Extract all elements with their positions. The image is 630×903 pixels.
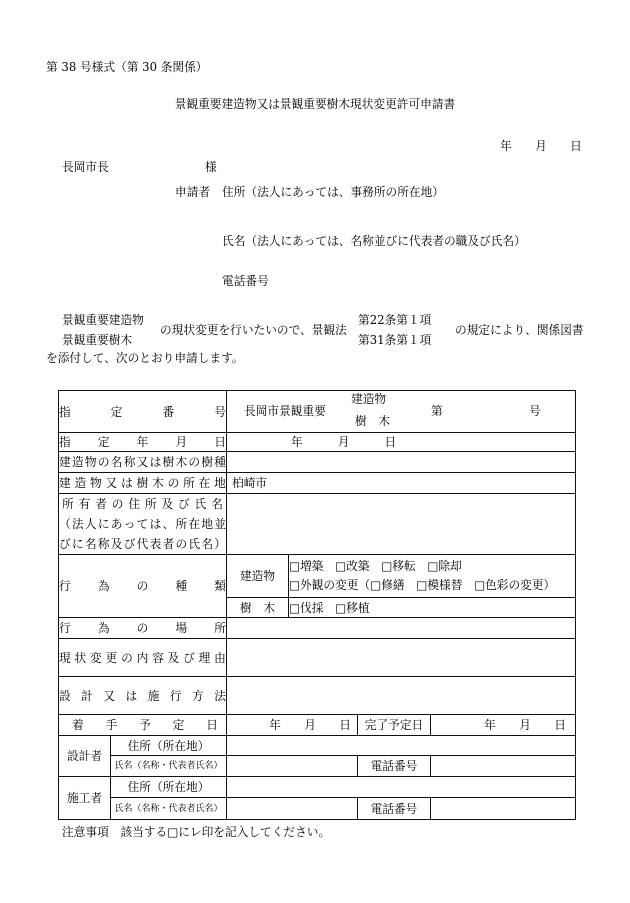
label-glyph: 並 <box>214 517 226 531</box>
label-glyph: 造 <box>74 476 87 490</box>
action-type-tree-options <box>289 598 576 618</box>
label-glyph: の <box>167 476 180 490</box>
row-designer-name <box>59 756 576 777</box>
label-glyph: の <box>136 621 149 635</box>
contractor-address-value <box>227 777 576 798</box>
label-glyph: の <box>111 497 124 511</box>
location-label <box>59 473 226 493</box>
label-glyph: 類 <box>214 579 226 593</box>
row-designation-number <box>59 391 576 433</box>
action-type-tree-label: 樹 木 <box>227 598 289 618</box>
label-glyph: 行 <box>169 688 182 703</box>
label-glyph: 氏 <box>194 497 207 511</box>
label-glyph: 所 <box>62 497 74 511</box>
label-glyph: び <box>178 497 190 511</box>
row-action-place <box>59 618 576 639</box>
label-glyph: 容 <box>152 650 164 665</box>
label-glyph: 樹 <box>162 455 175 469</box>
label-glyph: 所 <box>183 476 195 490</box>
label-glyph: 称 <box>97 537 110 551</box>
label-glyph: 樹 <box>201 455 214 469</box>
designation-prefix: 長岡市景観重要 <box>244 404 326 418</box>
label-glyph: 計 <box>81 688 93 703</box>
label-glyph: 称 <box>123 455 136 469</box>
label-glyph: 建 <box>59 455 71 469</box>
label-glyph: は <box>149 455 162 469</box>
action-place-label <box>59 618 226 638</box>
label-glyph: 種 <box>175 579 188 593</box>
label-glyph: 施 <box>147 688 160 703</box>
label-glyph: 号 <box>214 404 226 419</box>
label-glyph: 者 <box>162 537 175 551</box>
label-glyph: 代 <box>136 537 149 551</box>
contractor-address-label: 住所（所在地） <box>111 777 227 798</box>
content-reason-value <box>227 639 576 677</box>
label-glyph: の <box>175 537 188 551</box>
label-glyph: 行 <box>59 621 71 635</box>
action-type-label-cell <box>59 555 227 618</box>
content-reason-label <box>59 648 226 668</box>
statement-second-line: を添付して、次のとおり申請します。 <box>46 351 244 365</box>
row-schedule <box>59 715 576 736</box>
label-glyph: 定 <box>97 435 110 449</box>
designer-name-label: 氏名（名称・代表者氏名） <box>111 756 227 777</box>
label-glyph: 定 <box>172 718 185 732</box>
label-glyph: は <box>149 517 162 531</box>
label-glyph: 有 <box>78 497 91 511</box>
start-date-label-cell <box>59 715 227 736</box>
label-glyph: 着 <box>72 718 84 732</box>
label-glyph: 名 <box>84 537 97 551</box>
label-glyph: 日 <box>214 435 226 449</box>
label-glyph: 所 <box>144 497 157 511</box>
note: 注意事項 該当する□にレ印を記入してください。 <box>62 825 331 839</box>
designation-number-value-cell <box>227 391 576 433</box>
designation-date-label <box>59 433 226 451</box>
owner-label-line-3 <box>59 534 226 554</box>
statement-end-text: の規定により、関係図書 <box>455 323 584 337</box>
label-glyph: 法 <box>214 688 226 703</box>
label-glyph: 造 <box>71 455 84 469</box>
row-location <box>59 473 576 494</box>
label-glyph: 木 <box>175 455 188 469</box>
label-glyph: 地 <box>201 517 214 531</box>
building-options-line-2: □外観の変更（□修繕 □模様替 □色彩の変更） <box>289 578 556 592</box>
label-glyph: 氏 <box>188 537 201 551</box>
contractor-phone-value <box>431 798 576 820</box>
label-glyph: 及 <box>161 497 174 511</box>
label-glyph: 名 <box>201 537 214 551</box>
label-glyph: の <box>121 650 133 665</box>
action-place-label-cell <box>59 618 227 639</box>
designer-address-label: 住所（所在地） <box>111 736 227 756</box>
label-glyph: 名 <box>211 497 223 511</box>
label-glyph: の <box>188 455 201 469</box>
owner-label-line-2 <box>59 514 226 534</box>
owner-label-cell <box>59 494 227 555</box>
contractor-name-value <box>227 798 358 820</box>
label-glyph: 年 <box>136 435 149 449</box>
label-glyph: 状 <box>74 650 87 665</box>
row-contractor-name <box>59 798 576 820</box>
end-date-value: 年 月 日 <box>431 715 576 736</box>
label-glyph: 所 <box>175 517 188 531</box>
name-or-species-label <box>59 452 226 472</box>
label-glyph: に <box>97 517 110 531</box>
label-glyph: 現 <box>59 650 71 665</box>
label-glyph: 設 <box>59 688 71 703</box>
addressee: 長岡市長 <box>62 160 109 174</box>
label-glyph: び <box>59 537 71 551</box>
label-glyph: 手 <box>105 718 118 732</box>
method-value <box>227 677 576 715</box>
label-glyph: 樹 <box>136 476 149 490</box>
label-glyph: 月 <box>175 435 188 449</box>
method-label-cell <box>59 677 227 715</box>
label-glyph: 内 <box>136 650 149 665</box>
owner-value <box>227 494 576 555</box>
designation-number-box <box>227 391 575 432</box>
designer-label: 設計者 <box>59 736 111 777</box>
action-type-building-label: 建造物 <box>227 555 289 598</box>
owner-label-line-1 <box>59 494 226 514</box>
label-glyph: て <box>136 517 149 531</box>
label-glyph: 理 <box>198 650 211 665</box>
application-table <box>58 390 576 820</box>
label-glyph: 地 <box>214 476 226 490</box>
label-glyph: 法 <box>71 517 84 531</box>
label-glyph: 予 <box>139 718 151 732</box>
label-glyph: 由 <box>214 650 226 665</box>
row-designer-address <box>59 736 576 756</box>
name-or-species-value <box>227 452 576 473</box>
row-owner <box>59 494 576 555</box>
location-label-cell <box>59 473 227 494</box>
content-reason-label-cell <box>59 639 227 677</box>
label-glyph: 在 <box>198 476 211 490</box>
contractor-phone-label: 電話番号 <box>358 798 431 820</box>
method-label <box>59 686 226 706</box>
label-glyph: 又 <box>136 455 149 469</box>
honorific: 様 <box>205 160 217 174</box>
label-glyph: 定 <box>110 404 123 419</box>
label-glyph: っ <box>123 517 136 531</box>
subject-option-building: 景観重要建造物 <box>62 313 144 327</box>
label-glyph: 木 <box>152 476 164 490</box>
designation-type-tree: 樹 木 <box>355 414 391 428</box>
label-glyph: 又 <box>105 476 118 490</box>
application-date: 年 月 日 <box>500 139 582 153</box>
label-glyph: に <box>71 537 84 551</box>
label-glyph: 指 <box>59 404 71 419</box>
end-date-label: 完了予定日 <box>358 715 431 736</box>
label-glyph: 場 <box>175 621 188 635</box>
row-action-type-building <box>59 555 576 598</box>
form-title: 景観重要建造物又は景観重要樹木現状変更許可申請書 <box>174 97 456 111</box>
label-glyph: 名 <box>110 455 123 469</box>
label-glyph: び <box>183 650 195 665</box>
form-number: 第 38 号様式（第 30 条関係） <box>46 60 208 74</box>
tree-options-line: □伐採 □移植 <box>289 600 370 615</box>
label-glyph: 方 <box>192 688 204 703</box>
designer-phone-value <box>431 756 576 777</box>
label-glyph: 及 <box>167 650 180 665</box>
label-glyph: の <box>136 579 149 593</box>
label-glyph: 物 <box>84 455 97 469</box>
label-glyph: 者 <box>95 497 107 511</box>
label-glyph: 及 <box>110 537 123 551</box>
designation-type-building: 建造物 <box>351 392 387 406</box>
row-name-or-species <box>59 452 576 473</box>
designer-address-value <box>227 736 576 756</box>
designation-number-label <box>59 402 226 422</box>
article-option-22: 第22条第１項 <box>358 313 432 327</box>
start-date-label <box>72 715 218 735</box>
label-glyph: は <box>125 688 138 703</box>
applicant-phone-label: 電話番号 <box>222 274 269 288</box>
label-glyph: は <box>121 476 133 490</box>
designation-date-label-cell <box>59 433 227 452</box>
contractor-label: 施工者 <box>59 777 111 820</box>
name-or-species-label-cell <box>59 452 227 473</box>
label-glyph: 指 <box>59 435 71 449</box>
label-glyph: 在 <box>188 517 201 531</box>
label-glyph: 物 <box>90 476 102 490</box>
label-glyph: の <box>97 455 110 469</box>
designation-date-value: 年 月 日 <box>227 433 576 452</box>
label-glyph: 所 <box>214 621 226 635</box>
label-glyph: 為 <box>97 621 110 635</box>
statement-middle-text: の現状変更を行いたいので、景観法 <box>160 323 347 337</box>
designation-dai: 第 <box>431 404 443 418</box>
label-glyph: 住 <box>128 497 141 511</box>
row-method <box>59 677 576 715</box>
row-content-reason <box>59 639 576 677</box>
label-glyph: 表 <box>149 537 162 551</box>
label-glyph: （ <box>59 517 71 531</box>
action-type-building-options <box>289 555 576 598</box>
action-place-value <box>227 618 576 639</box>
row-designation-date <box>59 433 576 452</box>
row-contractor-address <box>59 777 576 798</box>
label-glyph: 番 <box>162 404 175 419</box>
designation-number-label-cell <box>59 391 227 433</box>
label-glyph: 日 <box>206 718 218 732</box>
label-glyph: あ <box>110 517 123 531</box>
contractor-name-label: 氏名（名称・代表者氏名） <box>111 798 227 820</box>
building-options-line-1: □増築 □改築 □移転 □除却 <box>289 559 462 573</box>
subject-option-tree: 景観重要樹木 <box>62 333 133 347</box>
applicant-address-label: 住所（法人にあっては、事務所の所在地） <box>222 185 444 199</box>
label-glyph: 建 <box>59 476 71 490</box>
label-glyph: び <box>123 537 136 551</box>
applicant-name-label: 氏名（法人にあっては、名称並びに代表者の職及び氏名） <box>222 234 526 248</box>
label-glyph: 種 <box>214 455 226 469</box>
label-glyph: 行 <box>59 579 71 593</box>
label-glyph: 更 <box>105 650 118 665</box>
label-glyph: ） <box>214 537 226 551</box>
designation-gou: 号 <box>529 404 541 418</box>
applicant-label: 申請者 <box>175 185 211 199</box>
action-type-label <box>59 576 226 596</box>
label-glyph: 人 <box>84 517 97 531</box>
location-value: 柏崎市 <box>227 473 576 494</box>
start-date-value: 年 月 日 <box>227 715 358 736</box>
article-option-31: 第31条第１項 <box>358 333 432 347</box>
label-glyph: 変 <box>90 650 102 665</box>
designer-phone-label: 電話番号 <box>358 756 431 777</box>
label-glyph: 又 <box>103 688 116 703</box>
label-glyph: 、 <box>162 517 175 531</box>
label-glyph: 為 <box>97 579 110 593</box>
designer-name-value <box>227 756 358 777</box>
